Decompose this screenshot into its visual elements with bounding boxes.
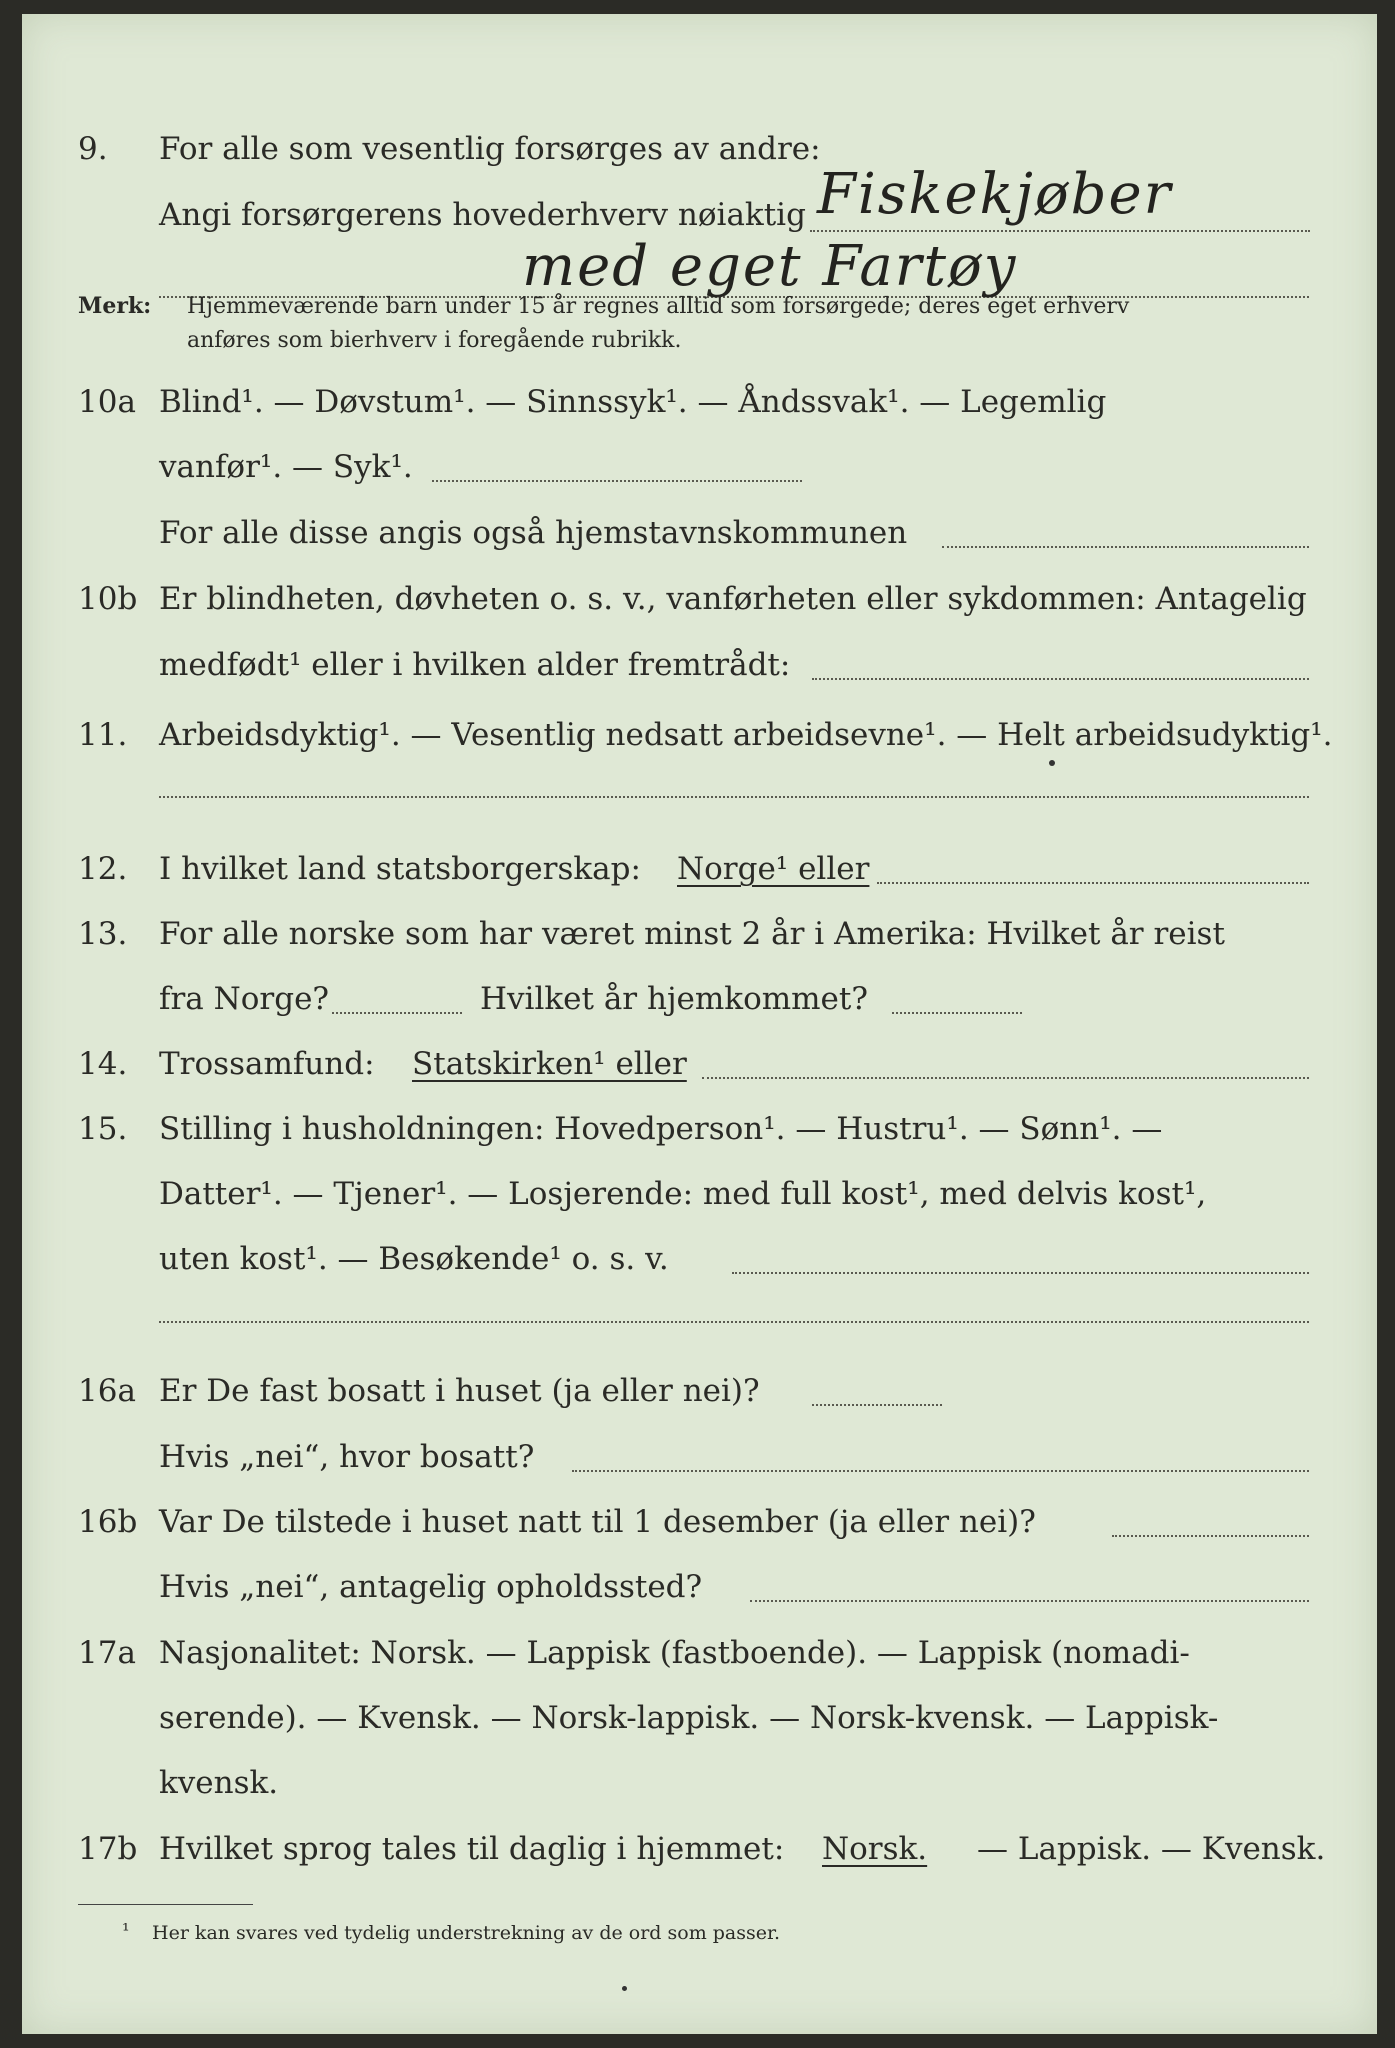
- question-16b: [22, 1497, 1377, 1547]
- answer-line: [159, 796, 1309, 798]
- question-14: [22, 1039, 1377, 1089]
- question-text: — Lappisk. — Kvensk.: [977, 1831, 1326, 1867]
- question-12: [22, 844, 1377, 894]
- answer-line: [877, 882, 1309, 884]
- question-17a-line-3: [22, 1758, 1377, 1808]
- question-text: serende). — Kvensk. — Norsk-lappisk. — Norsk-kvensk. — Lappisk-: [159, 1700, 1219, 1736]
- question-text: medfødt¹ eller i hvilken alder fremtrådt:: [159, 647, 791, 683]
- question-13-line-2: [22, 974, 1377, 1024]
- underlined-answer: Norsk.: [822, 1831, 928, 1867]
- question-text: For alle som vesentlig forsørges av andre:: [159, 131, 821, 167]
- question-number: 11.: [78, 717, 128, 753]
- question-text: Hvis „nei“, antagelig opholdssted?: [159, 1569, 703, 1605]
- question-17a-line-2: [22, 1693, 1377, 1743]
- handwritten-answer: Fiskekjøber: [817, 162, 1173, 227]
- answer-line: [812, 678, 1309, 680]
- ink-speck: [622, 1986, 627, 1991]
- underlined-answer: Statskirken¹ eller: [412, 1046, 687, 1082]
- question-text: Stilling i husholdningen: Hovedperson¹. — Hustru¹. — Sønn¹. —: [159, 1111, 1163, 1147]
- question-17b: [22, 1824, 1377, 1874]
- question-text: I hvilket land statsborgerskap:: [159, 851, 641, 887]
- answer-line: [942, 546, 1309, 548]
- answer-line: [892, 1012, 1022, 1014]
- question-text: fra Norge?: [159, 981, 330, 1017]
- note-text: anføres som bierhverv i foregående rubrikk.: [187, 328, 682, 353]
- note-label: Merk:: [78, 293, 152, 319]
- question-number: 15.: [78, 1111, 128, 1147]
- question-number: 10a: [78, 384, 136, 420]
- question-15: [22, 1104, 1377, 1154]
- ink-speck: [1049, 760, 1055, 766]
- question-text: Nasjonalitet: Norsk. — Lappisk (fastboende). — Lappisk (nomadi-: [159, 1635, 1190, 1671]
- answer-line: [750, 1600, 1309, 1602]
- question-text: For alle disse angis også hjemstavnskommunen: [159, 515, 908, 551]
- question-9: [22, 124, 1377, 174]
- question-number: 12.: [78, 851, 128, 887]
- footnote-mark: ¹: [122, 1920, 130, 1942]
- question-text: Arbeidsdyktig¹. — Vesentlig nedsatt arbeidsevne¹. — Helt arbeidsudyktig¹.: [159, 717, 1333, 753]
- question-16a-line-2: [22, 1432, 1377, 1482]
- question-number: 16b: [78, 1504, 138, 1540]
- question-15-line-2: [22, 1169, 1377, 1219]
- answer-line: [1112, 1535, 1309, 1537]
- footnote-text: Her kan svares ved tydelig understrekning av de ord som passer.: [152, 1922, 781, 1944]
- question-10a-line-2: [22, 442, 1377, 492]
- question-text: kvensk.: [159, 1765, 279, 1801]
- question-number: 13.: [78, 916, 128, 952]
- question-17a: [22, 1628, 1377, 1678]
- question-text: Er De fast bosatt i huset (ja eller nei)?: [159, 1373, 760, 1409]
- question-text: uten kost¹. — Besøkende¹ o. s. v.: [159, 1241, 669, 1277]
- question-text: Blind¹. — Døvstum¹. — Sinnssyk¹. — Åndssvak¹. — Legemlig: [159, 384, 1107, 420]
- question-text: vanfør¹. — Syk¹.: [159, 449, 413, 485]
- question-text: For alle norske som har været minst 2 år i Amerika: Hvilket år reist: [159, 916, 1225, 952]
- question-number: 14.: [78, 1046, 128, 1082]
- question-number: 17a: [78, 1635, 136, 1671]
- question-10b: [22, 574, 1377, 624]
- answer-line: [732, 1272, 1309, 1274]
- answer-line: [332, 1012, 462, 1014]
- question-label: Trossamfund:: [159, 1046, 375, 1082]
- answer-line: [159, 1321, 1309, 1323]
- question-number: 10b: [78, 581, 138, 617]
- question-text: Er blindheten, døvheten o. s. v., vanførheten eller sykdommen: Antagelig: [159, 581, 1307, 617]
- question-10b-line-2: [22, 640, 1377, 690]
- handwritten-answer: med eget Fartøy: [522, 234, 1018, 299]
- question-9-line-2: [22, 162, 1377, 240]
- answer-line: [432, 480, 802, 482]
- note-text: Hjemmeværende barn under 15 år regnes alltid som forsørgede; deres eget erhverv: [187, 294, 1130, 319]
- question-number: 16a: [78, 1373, 136, 1409]
- question-13: [22, 909, 1377, 959]
- question-11: [22, 710, 1377, 760]
- question-text: Hvis „nei“, hvor bosatt?: [159, 1439, 535, 1475]
- census-form-page: [22, 14, 1377, 2034]
- question-16a: [22, 1366, 1377, 1416]
- question-10a-line-3: [22, 508, 1377, 558]
- underlined-answer: Norge¹ eller: [677, 851, 870, 887]
- question-16b-line-2: [22, 1562, 1377, 1612]
- question-text: Hvilket år hjemkommet?: [480, 981, 868, 1017]
- question-number: 9.: [78, 131, 108, 167]
- question-text: Datter¹. — Tjener¹. — Losjerende: med full kost¹, med delvis kost¹,: [159, 1176, 1207, 1212]
- answer-line: [702, 1077, 1309, 1079]
- question-text: Hvilket sprog tales til daglig i hjemmet:: [159, 1831, 785, 1867]
- question-text: Var De tilstede i huset natt til 1 desember (ja eller nei)?: [159, 1504, 1036, 1540]
- answer-line: [812, 1404, 942, 1406]
- question-text: Angi forsørgerens hovederhverv nøiaktig: [159, 197, 806, 233]
- question-number: 17b: [78, 1831, 138, 1867]
- footnote-rule: [78, 1904, 253, 1905]
- question-15-line-3: [22, 1234, 1377, 1284]
- answer-line: [572, 1470, 1309, 1472]
- answer-line: [810, 230, 1310, 232]
- question-10a: [22, 377, 1377, 427]
